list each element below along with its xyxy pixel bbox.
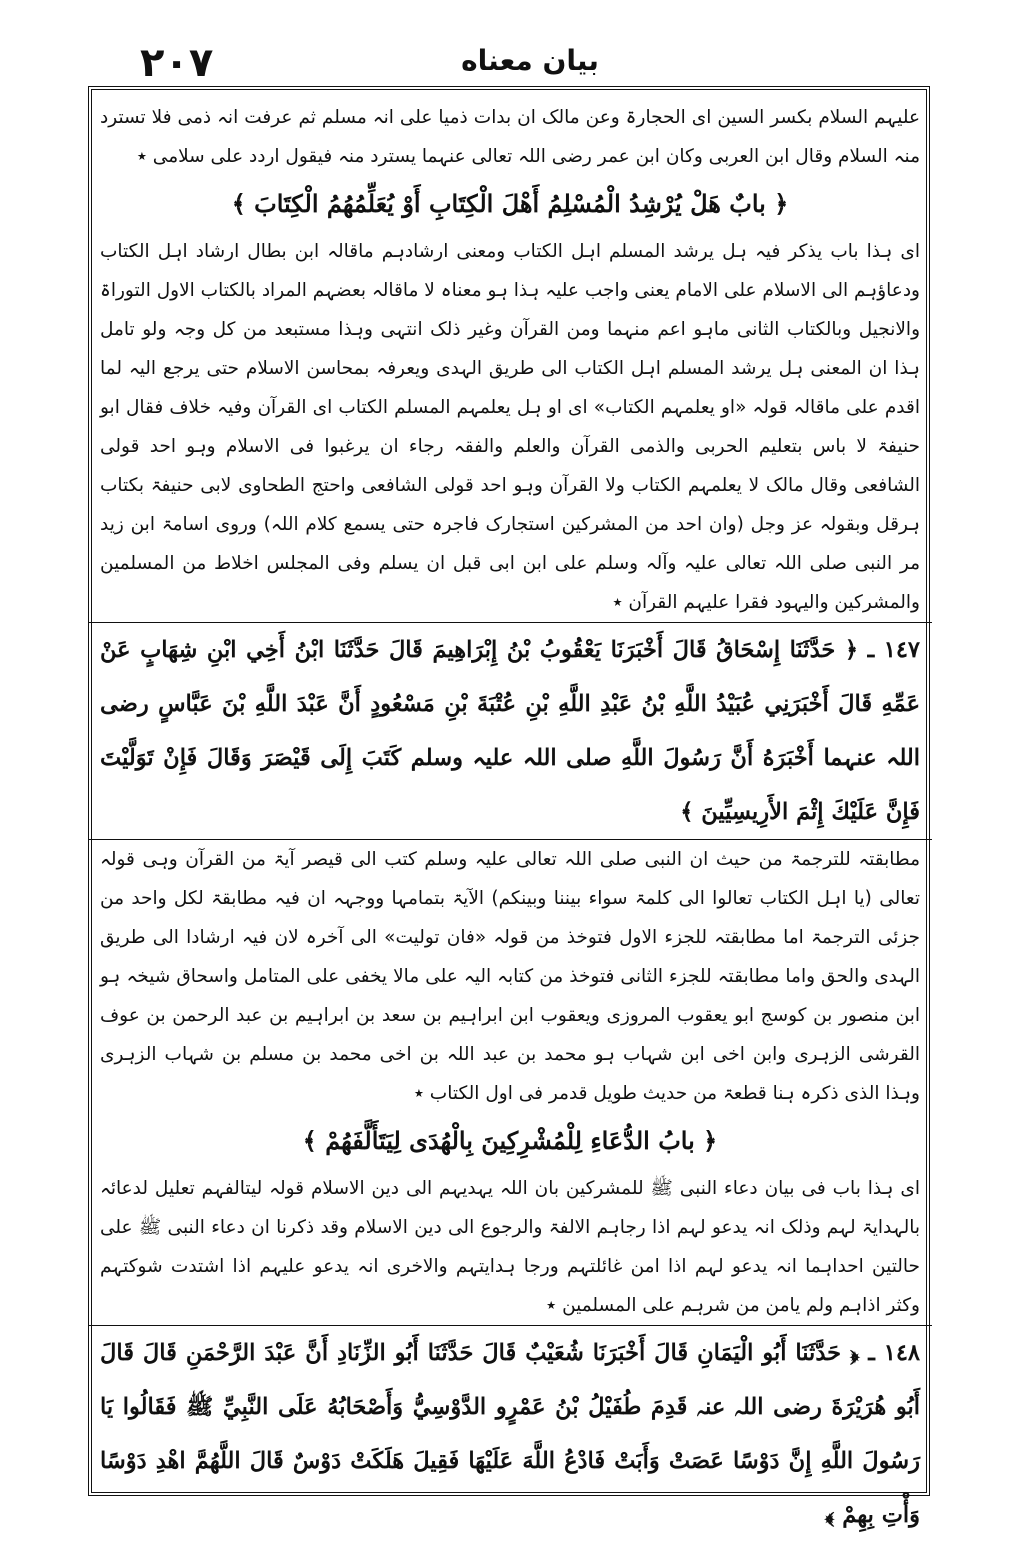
commentary-paragraph-1: علیہم السلام بکسر السین ای الحجارۃ وعن مالک ان بدات ذمیا علی انہ مسلم ثم عرفت انہ ذمی فلا تسترد منہ السلام وقال ابن العربی وکان ابن عمر رضی اللہ تعالی عنہما یسترد منہ فیقول اردد علی سلامی ٭ — [100, 107, 920, 167]
commentary-paragraph-3: مطابقتہ للترجمۃ من حیث ان النبی صلی اللہ تعالی علیہ وسلم کتب الی قیصر آیۃ من القرآن وہی قولہ تعالی (یا اہل الکتاب تعالوا الی کلمۃ سواء بیننا وبینکم) الآیۃ بتمامہا ووجہہ ان فیہ مطابقۃ لکل واحد من جزئی الترجمۃ اما مطابقتہ للجزء الاول فتوخذ من قولہ «فان تولیت» الی آخرہ لان فیہ ارشادا الی طریق الہدی والحق واما مطابقتہ للجزء الثانی فتوخذ من کتابہ الیہ علی مالا یخفی علی المتامل واسحاق شیخہ ہو ابن منصور بن کوسج ابو یعقوب المروزی ویعقوب ابن ابراہیم بن سعد بن ابراہیم بن عبد الرحمن بن عوف القرشی الزہری وابن اخی ابن شہاب ہو محمد بن عبد اللہ بن اخی محمد بن مسلم بن شہاب الزہری وہذا الذی ذکرہ ہنا قطعۃ من حدیث طویل قدمر فی اول الکتاب ٭ — [100, 849, 920, 1104]
page-number: ٢٠٧ — [140, 40, 214, 86]
chapter-heading-1: ﴿ بابٌ هَلْ يُرْشِدُ الْمُسْلِمُ أَهْلَ الْكِتَابِ أَوْ يُعَلِّمُهُمُ الْكِتَابَ ﴾ — [231, 189, 789, 218]
commentary-paragraph-4: ای ہذا باب فی بیان دعاء النبی ﷺ للمشرکین بان اللہ یہدیہم الی دین الاسلام قولہ لیتالفہم تعلیل لدعائہ بالہدایۃ لہم وذلک انہ یدعو لہم اذا رجاہم الالفۃ والرجوع الی دین الاسلام وقد ذکرنا ان دعاء النبی ﷺ علی حالتین احداہما انہ یدعو لہم اذا امن غائلتہم ورجا ہدایتہم والاخری انہ یدعو علیہم اذا اشتدت شوکتہم وکثر اذاہم ولم یامن من شرہم علی المسلمین ٭ — [100, 1178, 920, 1316]
page-body — [100, 98, 920, 1542]
page-header — [90, 34, 930, 84]
hadith-147: ١٤٧ ـ ﴿ حَدَّثَنَا إِسْحَاقُ قَالَ أَخْبَرَنَا يَعْقُوبُ بْنُ إِبْرَاهِيمَ قَالَ حَدَّثَنَا ابْنُ أَخِي ابْنِ شِهَابٍ عَنْ عَمِّهِ قَالَ أَخْبَرَنِي عُبَيْدُ اللَّهِ بْنُ عَبْدِ اللَّهِ بْنِ عُتْبَةَ بْنِ مَسْعُودٍ أَنَّ عَبْدَ اللَّهِ بْنَ عَبَّاسٍ رضی اللہ عنہما أَخْبَرَهُ أَنَّ رَسُولَ اللَّهِ صلی اللہ علیہ وسلم كَتَبَ إِلَى قَيْصَرَ وَقَالَ فَإِنْ تَوَلَّيْتَ فَإِنَّ عَلَيْكَ إِثْمَ الأَرِيسِيِّينَ ﴾ — [100, 637, 920, 825]
chapter-heading-2: ﴿ بابُ الدُّعَاءِ لِلْمُشْرِكِينَ بِالْهُدَى لِيَتَأَلَّفَهُمْ ﴾ — [302, 1126, 718, 1155]
running-title: بیان معناه — [461, 44, 599, 77]
hadith-148: ١٤٨ ـ ﴿ حَدَّثَنَا أَبُو الْيَمَانِ قَالَ أَخْبَرَنَا شُعَيْبٌ قَالَ حَدَّثَنَا أَبُو الزِّنَادِ أَنَّ عَبْدَ الرَّحْمَنِ قَالَ قَالَ أَبُو هُرَيْرَةَ رضی اللہ عنہ قَدِمَ طُفَيْلُ بْنُ عَمْرٍو الدَّوْسِيُّ وَأَصْحَابُهُ عَلَى النَّبِيِّ ﷺ فَقَالُوا يَا رَسُولَ اللَّهِ إِنَّ دَوْسًا عَصَتْ وَأَبَتْ فَادْعُ اللَّهَ عَلَيْهَا فَقِيلَ هَلَكَتْ دَوْسٌ قَالَ اللَّهُمَّ اهْدِ دَوْسًا وَأْتِ بِهِمْ ﴾ — [100, 1340, 920, 1528]
commentary-paragraph-2: ای ہذا باب یذکر فیہ ہل یرشد المسلم اہل الکتاب ومعنی ارشادہم ماقالہ ابن بطال ارشاد اہل الکتاب ودعاؤہم الی الاسلام علی الامام یعنی واجب علیہ ہذا ہو معناہ لا ماقالہ بعضہم المراد بالکتاب الاول التوراۃ والانجیل وبالکتاب الثانی ماہو اعم منہما ومن القرآن وغیر ذلک انتہی وہذا مستبعد من کل وجہ ولو تامل ہذا ان المعنی ہل یرشد المسلم اہل الکتاب الی طریق الہدی ویعرفہ بمحاسن الاسلام حتی یرجع الیہ لما اقدم علی ماقالہ قولہ «او یعلمہم الکتاب» ای او ہل یعلمہم المسلم الکتاب ای القرآن وفیہ خلاف فقال ابو حنیفۃ لا باس بتعلیم الحربی والذمی القرآن والعلم والفقہ رجاء ان یرغبوا فی الاسلام وہو احد قولی الشافعی وقال مالک لا یعلمہم الکتاب ولا القرآن وہو احد قولی الشافعی واحتج الطحاوی لابی حنیفۃ بکتاب ہرقل وبقولہ عز وجل (وان احد من المشرکین استجارک فاجرہ حتی یسمع کلام اللہ) وروی اسامۃ ابن زید مر النبی صلی اللہ تعالی علیہ وآلہ وسلم علی ابن ابی قبل ان یسلم وفی المجلس اخلاط من المسلمین والمشرکین والیہود فقرا علیہم القرآن ٭ — [100, 241, 920, 613]
